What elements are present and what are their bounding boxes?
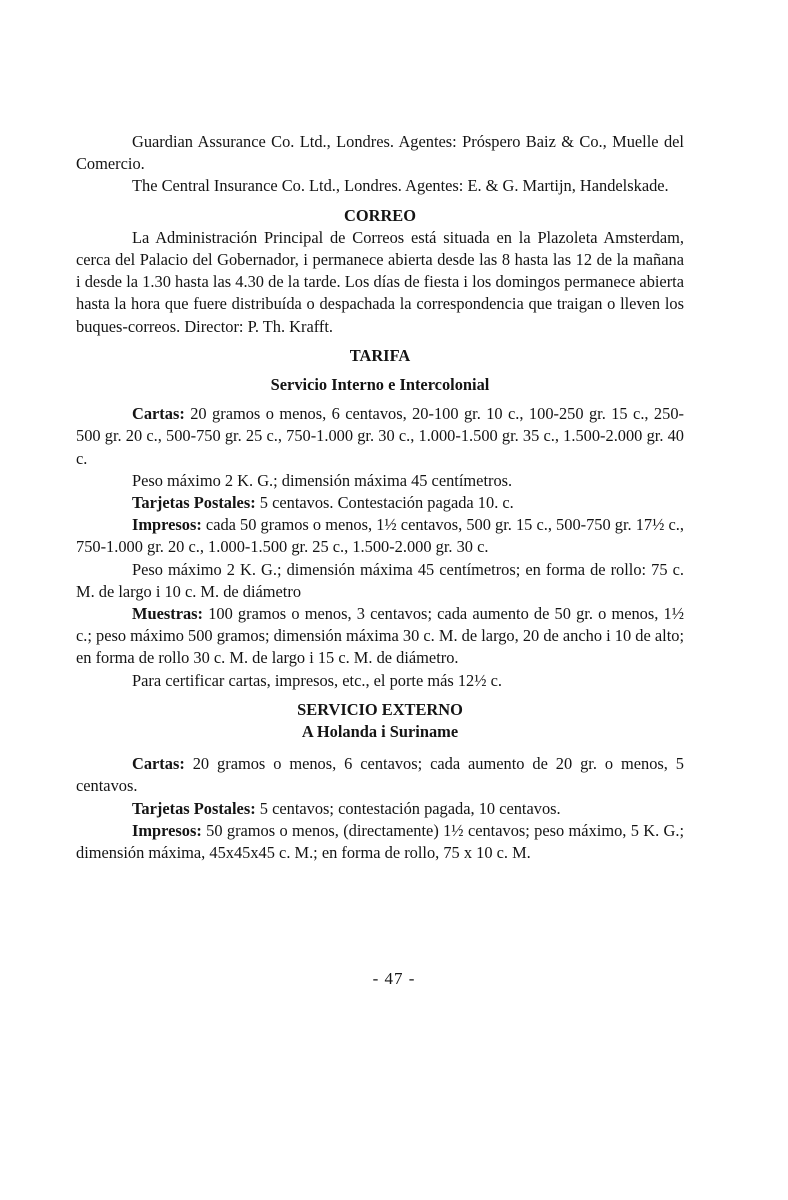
item-label: Cartas:: [132, 754, 185, 774]
section-heading-correo: CORREO: [344, 205, 416, 225]
item-label: Tarjetas Postales:: [132, 798, 256, 818]
tarifa-item-muestras: [76, 603, 684, 670]
item-text: cada 50 gramos o menos, 1½ centavos, 500 gr. 15 c., 500-750 gr. 17½ c., 750-1.000 gr. 20 c., 1.000-1.500 gr. 25 c., 1.500-2.000 gr. 30 c.: [76, 515, 684, 557]
correo-paragraph: La Administración Principal de Correos está situada en la Plazoleta Amsterdam, cerca del Palacio del Gobernador, i permanece abierta desde las 8 hasta las 12 de la mañana i desde la 1.30 hasta las 4.30 de la tarde. Los días de fiesta i los domingos permanece abierta hasta la hora que fuere distribuída o despachada la correspondencia que traigan o lleven los buques-correos. Director: P. Th. Krafft.: [76, 227, 684, 336]
item-text: 5 centavos; contestación pagada, 10 centavos.: [259, 798, 561, 818]
tarifa-item-certificar: [76, 670, 684, 692]
item-text: 20 gramos o menos, 6 centavos; cada aumento de 20 gr. o menos, 5 centavos.: [76, 754, 684, 796]
page-text: [76, 131, 684, 864]
tarifa-item-cartas: [76, 403, 684, 470]
item-text: 100 gramos o menos, 3 centavos; cada aumento de 50 gr. o menos, 1½ c.; peso máximo 500 gramos; dimensión máxima 30 c. M. de largo, 20 de ancho i 10 de alto; en forma de rollo 30 c. M. de largo i 15 c. M. de diámetro.: [76, 604, 684, 668]
tarifa-item-tarjetas: [76, 492, 684, 514]
item-label: Cartas:: [132, 404, 185, 424]
externo-item-tarjetas: [76, 798, 684, 820]
item-text: Peso máximo 2 K. G.; dimensión máxima 45 centímetros; en forma de rollo: 75 c. M. de largo i 10 c. M. de diámetro: [76, 559, 684, 601]
item-text: Para certificar cartas, impresos, etc., el porte más 12½ c.: [132, 670, 502, 690]
item-text: 20 gramos o menos, 6 centavos, 20-100 gr. 10 c., 100-250 gr. 15 c., 250-500 gr. 20 c., 500-750 gr. 25 c., 750-1.000 gr. 30 c., 1.000-1.500 gr. 35 c., 1.500-2.000 gr. 40 c.: [76, 404, 684, 468]
externo-item-impresos: [76, 820, 684, 864]
item-label: Tarjetas Postales:: [132, 493, 256, 513]
tarifa-item-peso-rollo: [76, 559, 684, 603]
page-number: - 47 -: [372, 969, 416, 988]
item-text: Peso máximo 2 K. G.; dimensión máxima 45 centímetros.: [132, 470, 513, 490]
item-label: Impresos:: [132, 820, 202, 840]
item-text: 5 centavos. Contestación pagada 10. c.: [259, 493, 514, 513]
insurance-entry-1: Guardian Assurance Co. Ltd., Londres. Agentes: Próspero Baiz & Co., Muelle del Comercio.: [76, 132, 684, 174]
externo-subheading: A Holanda i Suriname: [301, 722, 459, 742]
section-heading-externo: SERVICIO EXTERNO: [297, 699, 463, 719]
item-label: Muestras:: [132, 604, 204, 624]
item-label: Impresos:: [132, 515, 202, 535]
externo-item-cartas: [76, 753, 684, 797]
tarifa-item-peso: [76, 470, 684, 492]
tarifa-item-impresos: [76, 514, 684, 558]
section-heading-tarifa: TARIFA: [349, 345, 411, 365]
insurance-entry-2: The Central Insurance Co. Ltd., Londres. Agentes: E. & G. Martijn, Handelskade.: [132, 176, 669, 196]
item-text: 50 gramos o menos, (directamente) 1½ centavos; peso máximo, 5 K. G.; dimensión máxima, 45x45x45 c. M.; en forma de rollo, 75 x 10 c. M.: [76, 820, 684, 863]
tarifa-subheading: Servicio Interno e Intercolonial: [270, 375, 490, 395]
